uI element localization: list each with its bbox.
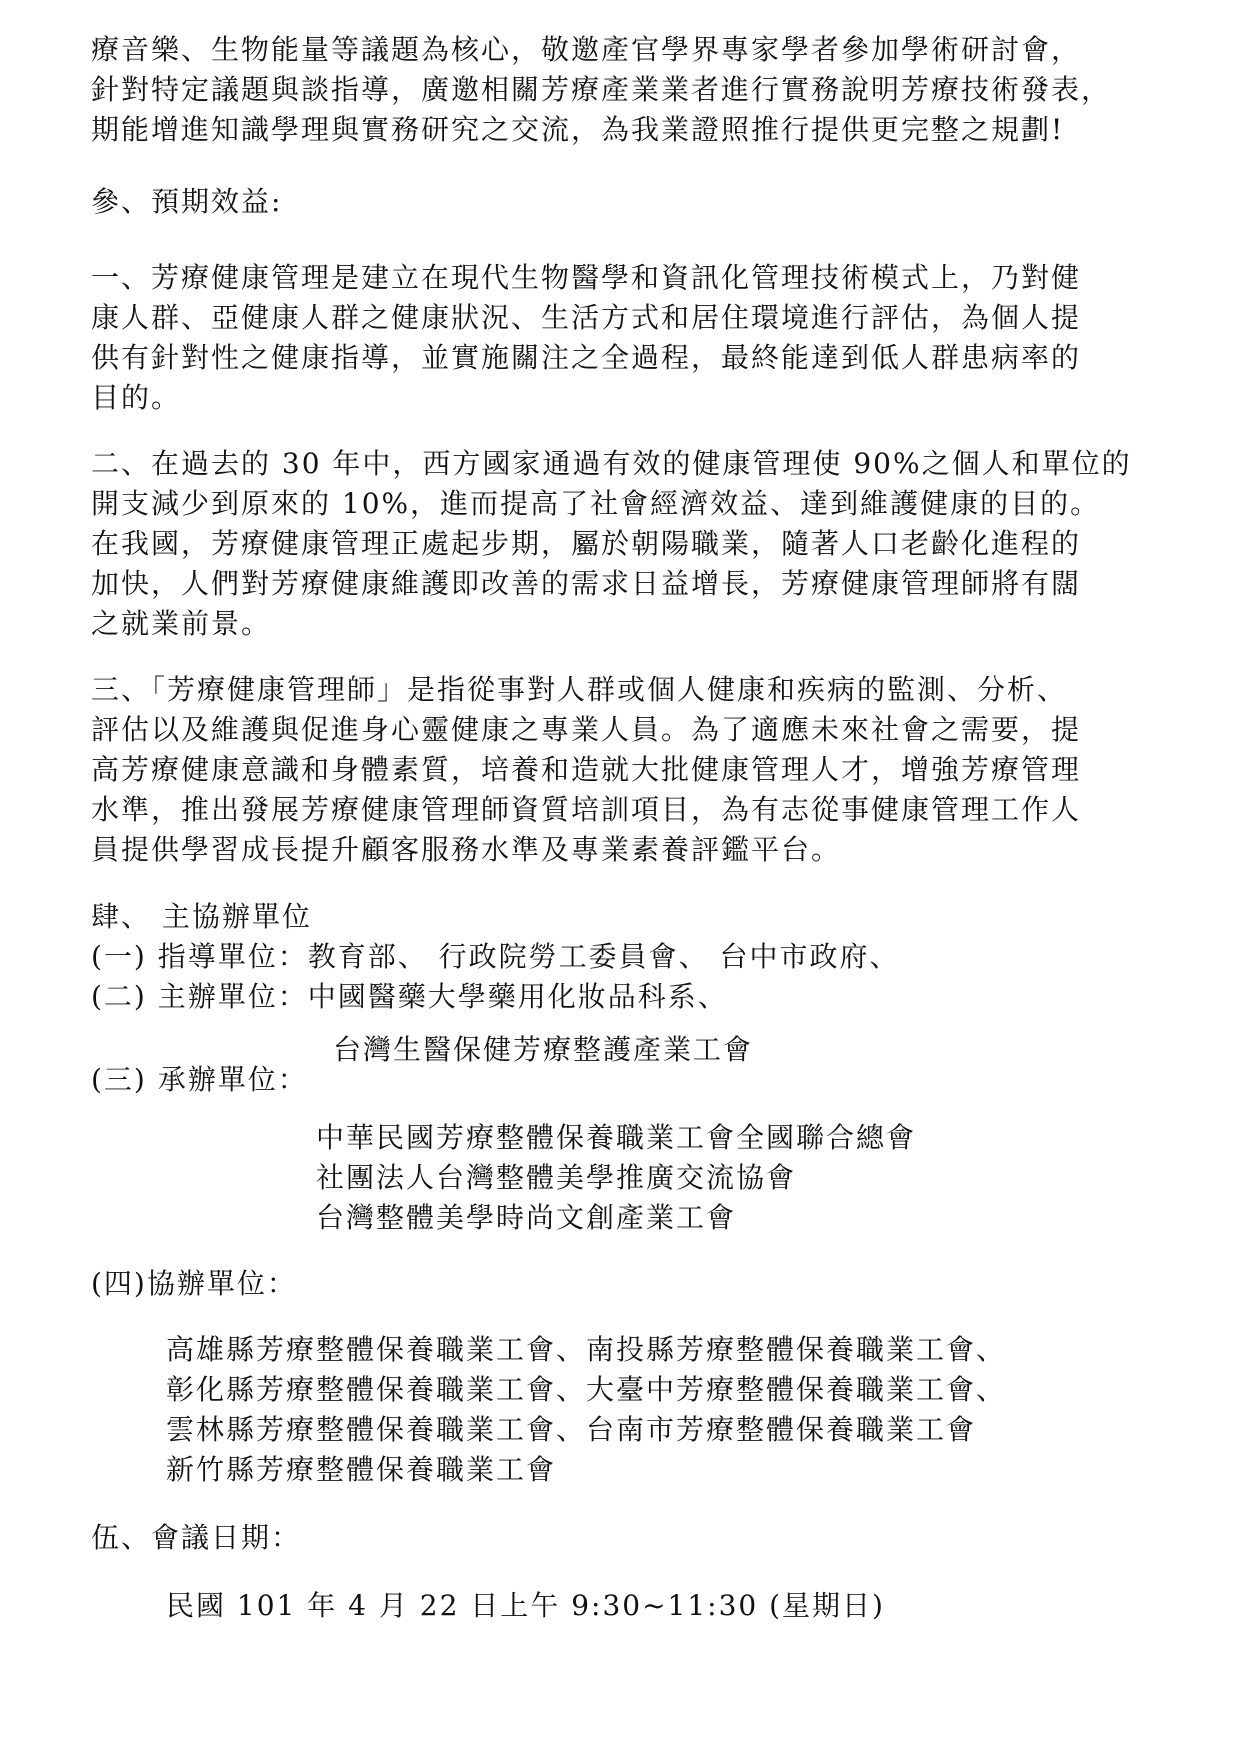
benefit-3-line: 水準，推出發展芳療健康管理師資質培訓項目，為有志從事健康管理工作人 [91, 793, 1082, 826]
assist-unit-line: 高雄縣芳療整體保養職業工會、南投縣芳療整體保養職業工會、 [166, 1333, 1007, 1366]
co-host-unit: 台灣整體美學時尚文創產業工會 [316, 1201, 737, 1234]
intro-line: 針對特定議題與談指導，廣邀相關芳療產業業者進行實務說明芳療技術發表， [91, 73, 1112, 106]
benefit-3-line: 評估以及維護與促進身心靈健康之專業人員。為了適應未來社會之需要，提 [91, 713, 1082, 746]
assist-unit-line: 彰化縣芳療整體保養職業工會、大臺中芳療整體保養職業工會、 [166, 1373, 1007, 1406]
benefit-2-line: 之就業前景。 [91, 607, 272, 640]
intro-line: 療音樂、生物能量等議題為核心，敬邀產官學界專家學者參加學術研討會， [91, 33, 1082, 66]
meeting-date: 民國 101 年 4 月 22 日上午 9:30~11:30 (星期日) [166, 1589, 885, 1622]
benefit-2-line: 二、在過去的 30 年中，西方國家通過有效的健康管理使 90%之個人和單位的 [91, 447, 1132, 480]
guidance-units: (一) 指導單位：教育部、 行政院勞工委員會、 台中市政府、 [91, 940, 900, 973]
benefit-3-line: 三、「芳療健康管理師」是指從事對人群或個人健康和疾病的監測、分析、 [91, 673, 1068, 706]
benefit-1-line: 一、芳療健康管理是建立在現代生物醫學和資訊化管理技術模式上，乃對健 [91, 261, 1082, 294]
section-heading-date: 伍、會議日期： [91, 1521, 302, 1554]
section-heading-organizers: 肆、 主協辦單位 [91, 900, 312, 933]
host-unit: (二) 主辦單位：中國醫藥大學藥用化妝品科系、 [91, 980, 728, 1013]
benefit-1-line: 康人群、亞健康人群之健康狀況、生活方式和居住環境進行評估，為個人提 [91, 301, 1082, 334]
assist-unit-line: 雲林縣芳療整體保養職業工會、台南市芳療整體保養職業工會 [166, 1413, 977, 1446]
benefit-3-line: 高芳療健康意識和身體素質，培養和造就大批健康管理人才，增強芳療管理 [91, 753, 1082, 786]
co-host-unit-first: 台灣生醫保健芳療整護產業工會 [333, 1033, 754, 1066]
co-host-unit: 社團法人台灣整體美學推廣交流協會 [316, 1161, 797, 1194]
assist-label: (四)協辦單位： [91, 1267, 297, 1300]
section-heading-benefits: 參、預期效益: [91, 185, 283, 218]
benefit-1-line: 目的。 [91, 381, 182, 414]
benefit-3-line: 員提供學習成長提升顧客服務水準及專業素養評鑑平台。 [91, 833, 842, 866]
co-host-label: (三) 承辦單位： [91, 1063, 308, 1096]
co-host-unit: 中華民國芳療整體保養職業工會全國聯合總會 [316, 1121, 917, 1154]
benefit-2-line: 開支減少到原來的 10%，進而提高了社會經濟效益、達到維護健康的目的。 [91, 487, 1101, 520]
benefit-2-line: 在我國，芳療健康管理正處起步期，屬於朝陽職業，隨著人口老齡化進程的 [91, 527, 1082, 560]
benefit-2-line: 加快，人們對芳療健康維護即改善的需求日益增長，芳療健康管理師將有闊 [91, 567, 1082, 600]
intro-line: 期能增進知識學理與實務研究之交流，為我業證照推行提供更完整之規劃! [91, 113, 1065, 146]
assist-unit-line: 新竹縣芳療整體保養職業工會 [166, 1453, 557, 1486]
benefit-1-line: 供有針對性之健康指導，並實施關注之全過程，最終能達到低人群患病率的 [91, 341, 1082, 374]
